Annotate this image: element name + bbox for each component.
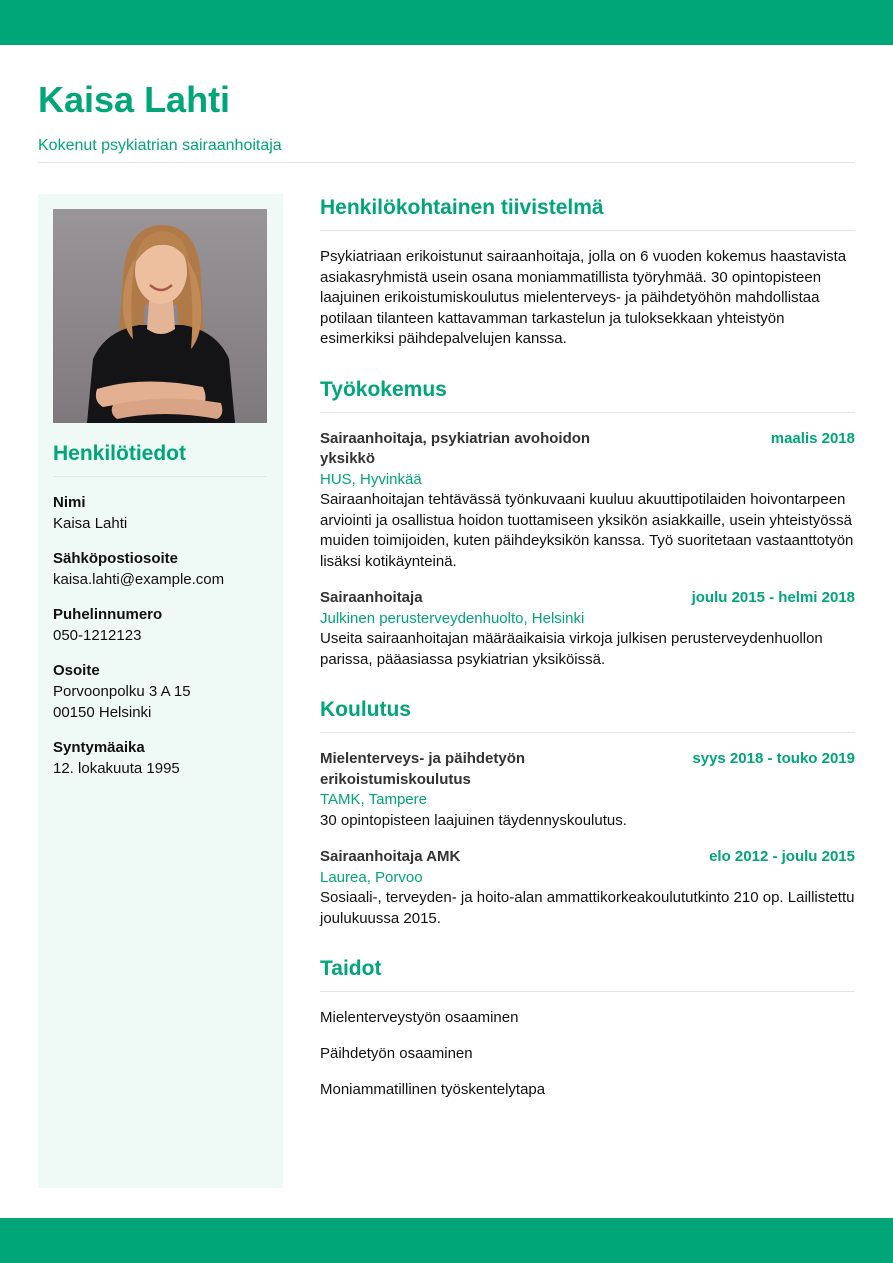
info-value: 00150 Helsinki — [53, 704, 152, 721]
info-email — [53, 548, 267, 590]
summary-section — [320, 194, 855, 350]
education-section — [320, 696, 855, 929]
experience-section — [320, 376, 855, 671]
education-entry — [320, 847, 855, 929]
entry-organization: TAMK, Tampere — [320, 791, 427, 808]
resume-header — [38, 78, 855, 156]
info-label: Osoite — [53, 662, 100, 679]
section-title: Työkokemus — [320, 377, 447, 401]
info-value: 050-1212123 — [53, 627, 142, 644]
entry-role: Mielenterveys- ja päihdetyön erikoistumiskoulutus — [320, 750, 526, 788]
info-birthdate — [53, 737, 267, 779]
bottom-accent-band — [0, 1218, 893, 1263]
entry-organization: Laurea, Porvoo — [320, 868, 423, 886]
info-value: kaisa.lahti@example.com — [53, 571, 225, 588]
info-label: Syntymäaika — [53, 739, 145, 756]
summary-text: Psykiatriaan erikoistunut sairaanhoitaja, jolla on 6 vuoden kokemus haastavista asiakasryhmistä usein osana moniammatillista työryhmää. 30 opintopisteen laajuinen erikoistumiskoulutus mielenterveys- ja päihdetyöhön mahdollistaa potilaan tilanteen kattavamman tarkastelun ja tuloksekkaan yhteistyön esimerkiksi päihdepalvelujen kanssa. — [320, 248, 847, 347]
personal-info-divider — [53, 476, 267, 477]
section-divider — [320, 412, 855, 413]
section-title: Henkilökohtainen tiivistelmä — [320, 196, 604, 219]
entry-role: Sairaanhoitaja AMK — [320, 848, 461, 865]
personal-info-title: Henkilötiedot — [53, 442, 187, 465]
experience-entry — [320, 588, 855, 670]
info-label: Nimi — [53, 494, 86, 511]
info-name — [53, 492, 267, 534]
resume-main — [320, 194, 855, 1126]
skills-section — [320, 955, 855, 1100]
candidate-subtitle: Kokenut psykiatrian sairaanhoitaja — [38, 137, 282, 154]
entry-date: syys 2018 - touko 2019 — [692, 750, 855, 767]
entry-organization: Julkinen perusterveydenhuolto, Helsinki — [320, 609, 585, 627]
info-value: Porvoonpolku 3 A 15 — [53, 683, 191, 700]
info-value: 12. lokakuuta 1995 — [53, 760, 180, 777]
candidate-name: Kaisa Lahti — [38, 79, 231, 120]
top-accent-band — [0, 0, 893, 45]
entry-description: 30 opintopisteen laajuinen täydennyskoulutus. — [320, 811, 627, 829]
profile-photo — [53, 209, 267, 423]
entry-role: Sairaanhoitaja — [320, 589, 423, 606]
personal-info-list — [53, 492, 267, 793]
education-entry — [320, 749, 855, 831]
section-title: Taidot — [320, 957, 382, 980]
info-phone — [53, 604, 267, 646]
personal-info-sidebar — [38, 194, 283, 1188]
section-title: Koulutus — [320, 698, 411, 721]
entry-description: Useita sairaanhoitajan määräaikaisia virkoja julkisen perusterveydenhuollon parissa, pääasiassa psykiatrian yksiköissä. — [320, 630, 823, 668]
skill-item: Mielenterveystyön osaaminen — [320, 1009, 519, 1026]
section-divider — [320, 732, 855, 733]
entry-description: Sairaanhoitajan tehtävässä työnkuvaani kuuluu akuuttipotilaiden hoivontarpeen arviointi ja osallistua hoidon tuottamiseen yksikön asiakkaille, usein yhteistyössä muiden toimijoiden, kuten päihdeyksikön kanssa. Työ suoritetaan vastaanttotyön lisäksi kotikäynteinä. — [320, 491, 854, 570]
entry-date: elo 2012 - joulu 2015 — [709, 848, 855, 865]
entry-role: Sairaanhoitaja, psykiatrian avohoidon yksikkö — [320, 429, 591, 467]
entry-description: Sosiaali-, terveyden- ja hoito-alan ammattikorkeakoulututkinto 210 op. Laillistettu joulukuussa 2015. — [320, 889, 855, 927]
skill-item: Moniammatillinen työskentelytapa — [320, 1081, 546, 1098]
header-divider — [38, 162, 855, 163]
skill-item: Päihdetyön osaaminen — [320, 1045, 473, 1062]
info-label: Sähköpostiosoite — [53, 550, 179, 567]
experience-entry — [320, 429, 855, 573]
entry-date: joulu 2015 - helmi 2018 — [691, 589, 855, 606]
section-divider — [320, 991, 855, 992]
info-value: Kaisa Lahti — [53, 515, 128, 532]
info-address — [53, 660, 267, 723]
section-divider — [320, 230, 855, 231]
entry-date: maalis 2018 — [770, 429, 855, 447]
info-label: Puhelinnumero — [53, 606, 163, 623]
entry-organization: HUS, Hyvinkää — [320, 470, 422, 488]
